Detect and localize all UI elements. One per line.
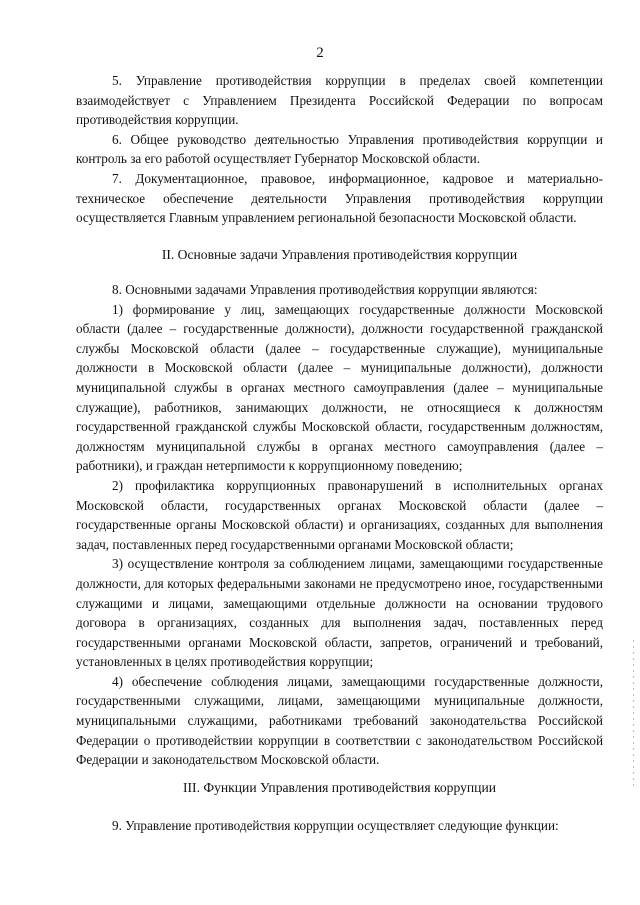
task-item-1: 1) формирование у лиц, замещающих государственные должности Московской области (далее – государственные должности), должности государственной гражданской службы Московской области (далее – государственные служащие), муниципальные должности в Московской области (далее – муниципальные должности), должности муниципальной службы в органах местного самоуправления (далее – муниципальные служащие), работников, занимающих должности, не относящиеся к должностям государственной гражданской службы Московской области, государственным должностям, должностям муниципальной службы в органах местного самоуправления (далее – работники), и граждан нетерпимости к коррупционному поведению;: [76, 301, 603, 474]
paragraph-6: 6. Общее руководство деятельностью Управления противодействия коррупции и контроль за его работой осуществляет Губернатор Московской области.: [76, 131, 603, 167]
paragraph-7: 7. Документационное, правовое, информационное, кадровое и материально-техническое обеспечение деятельности Управления противодействия коррупции осуществляется Главным управлением региональной безопасности Московской области.: [76, 170, 603, 226]
task-item-2: 2) профилактика коррупционных правонарушений в исполнительных органах Московской области, государственных органах Московской области (далее – государственные органы Московской области) и организациях, созданных для выполнения задач, поставленных перед государственными органами Московской области;: [76, 477, 603, 552]
section-2-body: [76, 280, 603, 770]
section-1-body: [76, 71, 603, 228]
section-2-heading: II. Основные задачи Управления противодействия коррупции: [161, 247, 518, 262]
paragraph-8: 8. Основными задачами Управления противодействия коррупции являются:: [112, 282, 538, 297]
task-item-4: 4) обеспечение соблюдения лицами, замещающими государственные должности, государственными служащими, лицами, замещающими муниципальные должности, муниципальными служащими, работниками требований законодательства Российской Федерации о противодействии коррупции в соответствии с законодательством Российской Федерации и законодательством Московской области.: [76, 673, 603, 768]
scan-edge-mark: [633, 640, 634, 790]
paragraph-5: 5. Управление противодействия коррупции в пределах своей компетенции взаимодействует с Управлением Президента Российской Федерации по вопросам противодействия коррупции.: [76, 73, 603, 128]
section-3-body: [76, 816, 603, 836]
page-number: 2: [316, 45, 324, 61]
paragraph-9: 9. Управление противодействия коррупции осуществляет следующие функции:: [112, 818, 559, 833]
task-item-3: 3) осуществление контроля за соблюдением лицами, замещающими государственные должности, для которых федеральными законами не предусмотрено иное, государственными служащими и лицами, замещающими отдельные должности на основании трудового договора в организациях, созданных для выполнения задач, поставленных перед государственными органами Московской области, запретов, ограничений и требований, установленных в целях противодействия коррупции;: [76, 556, 603, 670]
section-3-heading: III. Функции Управления противодействия коррупции: [182, 780, 496, 795]
